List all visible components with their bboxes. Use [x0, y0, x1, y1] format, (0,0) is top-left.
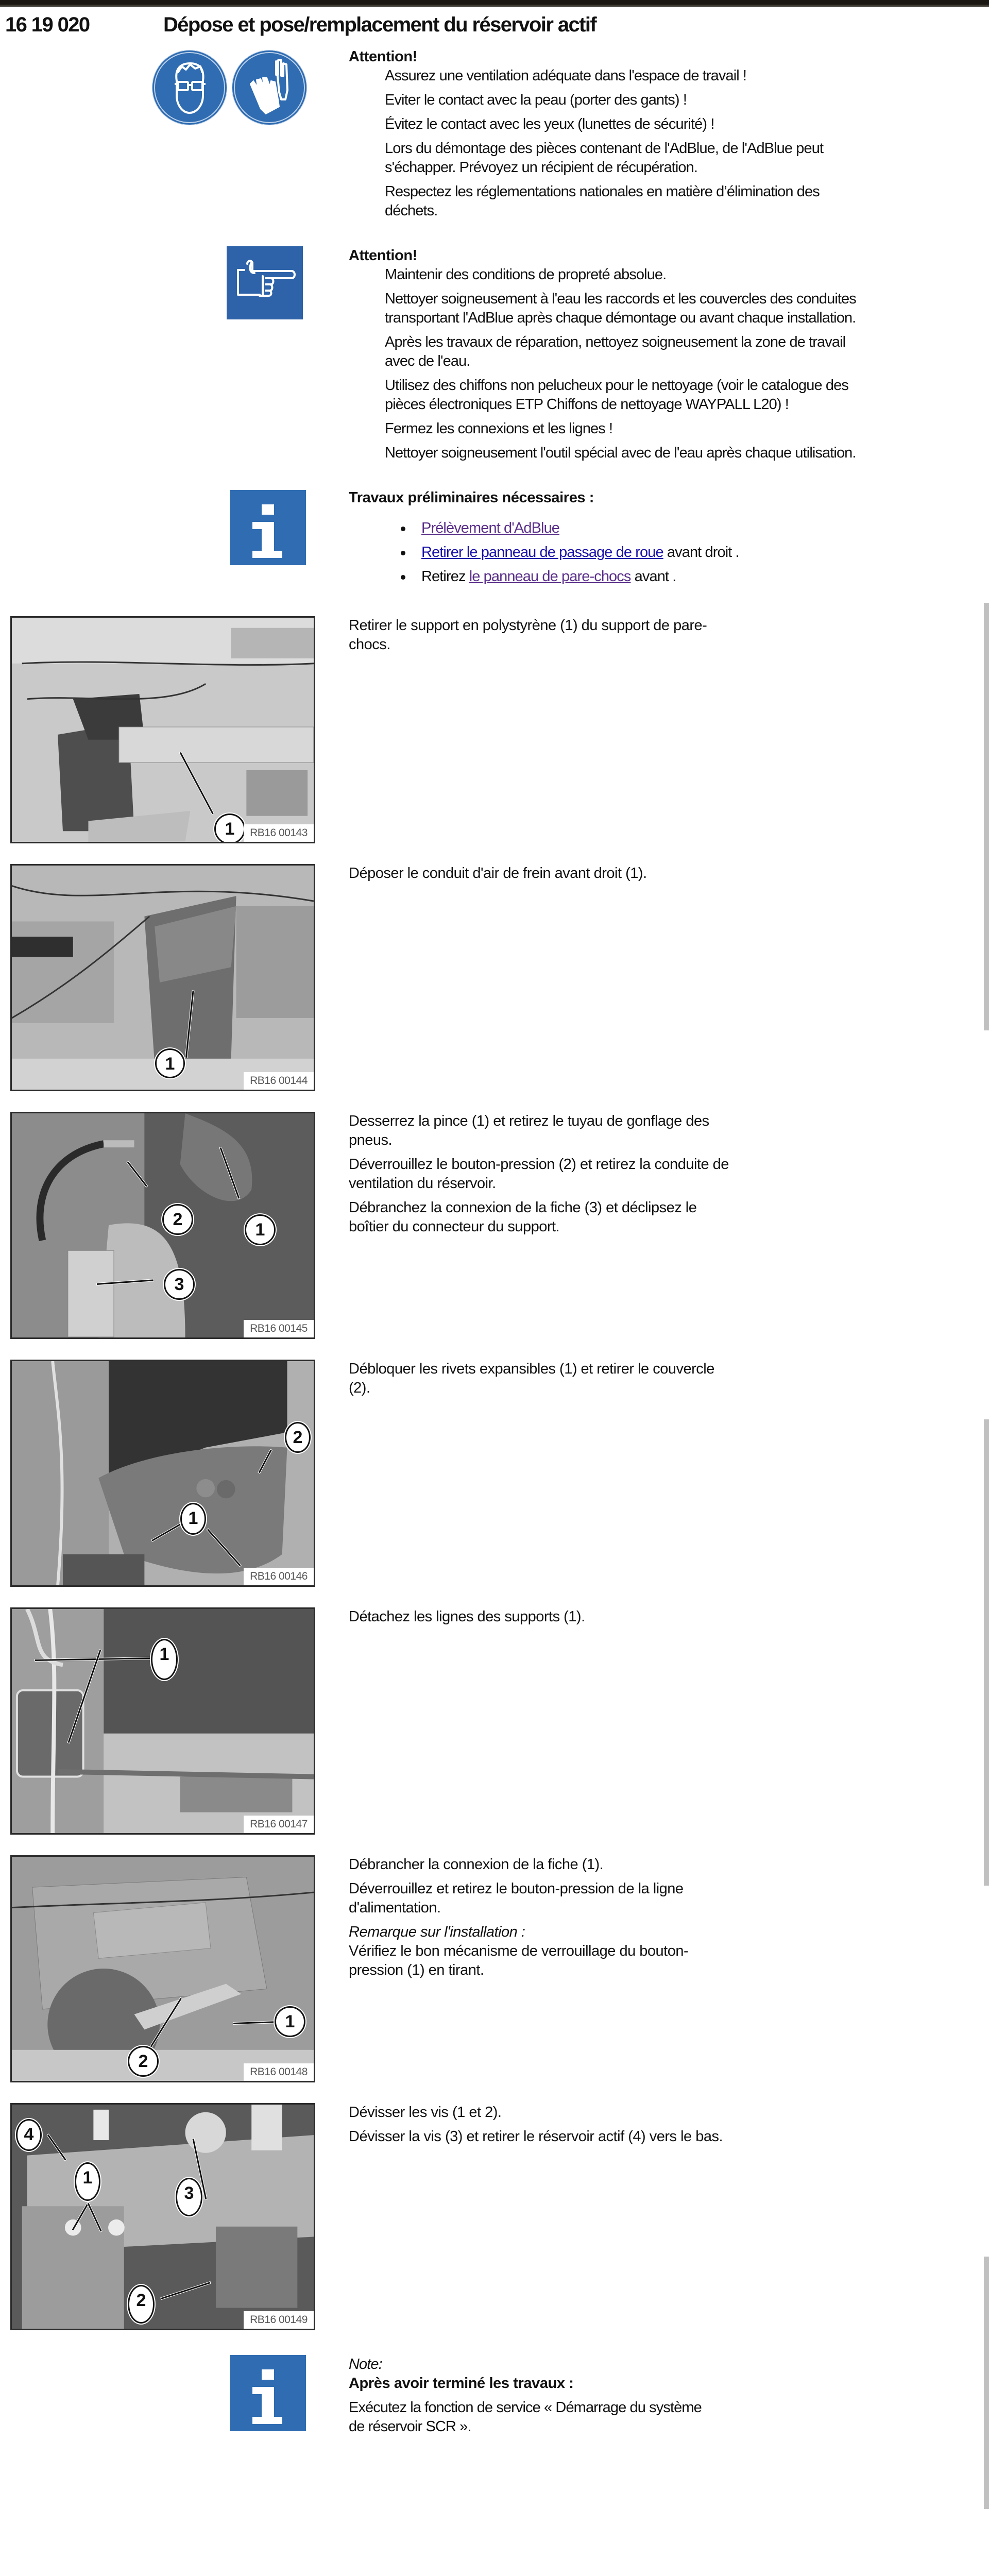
- step-figure-area: [0, 2103, 349, 2330]
- protective-gloves-icon: [232, 50, 307, 125]
- callout-marker: 3: [176, 2178, 202, 2216]
- step-instructions: [349, 1112, 730, 1242]
- warning-item: Respectez les réglementations nationales en matière d’élimination des déchets.: [385, 183, 820, 219]
- step-figure-area: [0, 1112, 349, 1339]
- note-text: Exécutez la fonction de service « Démarrage du système de réservoir SCR ».: [349, 2399, 702, 2435]
- callout-marker: 2: [162, 1204, 193, 1235]
- page-end-spacer: [0, 2442, 989, 2452]
- figure-code: RB16 00145: [244, 1320, 314, 1337]
- warning-item: Assurez une ventilation adéquate dans l'espace de travail !: [385, 67, 747, 84]
- step-figure-area: [0, 1855, 349, 2082]
- step-row: [0, 1360, 989, 1587]
- remark-text: Vérifiez le bon mécanisme de verrouillage du bouton-pression (1) en tirant.: [349, 1943, 689, 1978]
- remark-label: Remarque sur l'installation :: [349, 1924, 525, 1940]
- step-figure: [10, 1855, 315, 2082]
- info-icon: [230, 2355, 306, 2431]
- document-number: 16 19 020: [5, 13, 90, 36]
- step-figure-area: [0, 616, 349, 843]
- step-paragraph: Déverrouillez le bouton-pression (2) et retirez la conduite de ventilation du réservoir.: [349, 1156, 729, 1192]
- warning-cleanliness-section: [0, 246, 989, 468]
- step-figure: [10, 1112, 315, 1339]
- step-row: [0, 616, 989, 843]
- figure-code: RB16 00148: [244, 2063, 314, 2081]
- list-item: [421, 543, 864, 562]
- safety-glasses-icon: [152, 50, 227, 125]
- page-title: Dépose et pose/remplacement du réservoir actif: [163, 13, 596, 36]
- step-paragraph: Retirer le support en polystyrène (1) du support de pare-chocs.: [349, 617, 707, 653]
- callout-marker: 1: [214, 814, 245, 843]
- warning-heading: Attention!: [349, 247, 417, 264]
- step-figure-area: [0, 1607, 349, 1835]
- callout-marker: 1: [275, 2006, 305, 2037]
- callout-marker: 2: [128, 2285, 155, 2324]
- figure-code: RB16 00146: [244, 1568, 314, 1585]
- step-paragraph: Desserrez la pince (1) et retirez le tuyau de gonflage des pneus.: [349, 1113, 709, 1148]
- step-illustration: [12, 618, 314, 842]
- scrollbar-thumb[interactable]: [984, 2257, 989, 2509]
- step-instructions: [349, 864, 730, 888]
- step-paragraph: Déposer le conduit d'air de frein avant droit (1).: [349, 865, 647, 882]
- warning-item: Maintenir des conditions de propreté absolue.: [385, 266, 667, 283]
- step-paragraph: Débranchez la connexion de la fiche (3) et déclipsez le boîtier du connecteur du support.: [349, 1199, 697, 1235]
- step-instructions: [349, 1360, 730, 1403]
- ppe-icon-group: [0, 47, 349, 125]
- link-adblue-extraction[interactable]: Prélèvement d'AdBlue: [421, 520, 560, 536]
- preliminary-icon-area: [0, 488, 349, 565]
- preliminary-heading: Travaux préliminaires nécessaires :: [349, 489, 594, 506]
- warning-ppe: [349, 47, 864, 226]
- callout-marker: 1: [180, 1503, 206, 1535]
- preliminary-section: [0, 488, 989, 591]
- warning-ppe-icons: [0, 47, 349, 125]
- step-figure: [10, 2103, 315, 2330]
- step-paragraph: Débloquer les rivets expansibles (1) et retirer le couvercle (2).: [349, 1361, 714, 1396]
- step-figure-area: [0, 1360, 349, 1587]
- warning-cleanliness: [349, 246, 864, 468]
- callout-marker: 2: [285, 1422, 311, 1453]
- preliminary-work: [349, 488, 864, 591]
- final-note-icon-area: [0, 2355, 349, 2431]
- list-item: [421, 519, 864, 538]
- step-row: [0, 1855, 989, 2082]
- callout-marker: 3: [164, 1269, 195, 1300]
- callout-marker: 1: [75, 2162, 100, 2201]
- warning-heading: Attention!: [349, 48, 417, 65]
- callout-marker: 1: [245, 1214, 276, 1245]
- note-label: Note:: [349, 2356, 382, 2372]
- warning-item: Fermez les connexions et les lignes !: [385, 420, 613, 437]
- warning-item: Nettoyer soigneusement à l'eau les raccords et les couvercles des conduites transportant l'AdBlue après chaque démontage ou avant chaque installation.: [385, 291, 856, 326]
- figure-code: RB16 00143: [244, 824, 314, 842]
- step-illustration: [12, 2105, 314, 2329]
- step-paragraph: Débrancher la connexion de la fiche (1).: [349, 1856, 604, 1873]
- step-paragraph: Dévisser la vis (3) et retirer le réservoir actif (4) vers le bas.: [349, 2128, 723, 2145]
- top-bar: [0, 0, 989, 5]
- step-illustration: [12, 1361, 314, 1585]
- warning-item: Lors du démontage des pièces contenant de l'AdBlue, de l'AdBlue peut s'échapper. Prévoyez un récipient de récupération.: [385, 140, 824, 176]
- callout-marker: 2: [128, 2046, 159, 2077]
- figure-code: RB16 00149: [244, 2311, 314, 2329]
- item-suffix: avant droit .: [663, 544, 739, 561]
- link-bumper-panel[interactable]: le panneau de pare-chocs: [469, 568, 631, 585]
- figure-code: RB16 00147: [244, 1816, 314, 1833]
- step-paragraph: Détachez les lignes des supports (1).: [349, 1608, 585, 1625]
- step-instructions: [349, 1607, 730, 1632]
- step-paragraph: Déverrouillez et retirez le bouton-pression de la ligne d'alimentation.: [349, 1880, 684, 1916]
- step-row: [0, 2103, 989, 2330]
- step-paragraph: Dévisser les vis (1 et 2).: [349, 2104, 502, 2121]
- step-instructions: [349, 616, 730, 659]
- step-instructions: [349, 1855, 730, 1980]
- preliminary-list: [349, 519, 864, 586]
- final-note-section: [0, 2355, 989, 2442]
- pointing-hand-icon: [227, 246, 303, 319]
- warning-item: Après les travaux de réparation, nettoyez soigneusement la zone de travail avec de l'eau.: [385, 334, 846, 369]
- callout-marker: 1: [151, 1639, 178, 1680]
- note-heading: Après avoir terminé les travaux :: [349, 2375, 574, 2392]
- scrollbar-thumb[interactable]: [984, 1419, 989, 1886]
- step-row: [0, 1112, 989, 1339]
- top-bar-divider: [0, 5, 989, 7]
- step-figure: [10, 1607, 315, 1835]
- callout-marker: 4: [16, 2119, 42, 2151]
- warning-items: [349, 265, 864, 463]
- final-note: [349, 2355, 740, 2442]
- step-illustration: [12, 1857, 314, 2081]
- scrollbar-thumb[interactable]: [984, 603, 989, 1030]
- item-prefix: Retirez: [421, 568, 469, 585]
- step-instructions: [349, 2103, 730, 2151]
- item-suffix: avant .: [630, 568, 676, 585]
- step-row: [0, 864, 989, 1091]
- warning-ppe-section: [0, 47, 989, 226]
- step-figure-area: [0, 864, 349, 1091]
- warning-cleanliness-icon-area: [0, 246, 349, 319]
- link-wheel-arch-panel[interactable]: Retirer le panneau de passage de roue: [421, 544, 663, 561]
- list-item: [421, 567, 864, 586]
- step-row: [0, 1607, 989, 1835]
- document-header: [0, 11, 989, 38]
- figure-code: RB16 00144: [244, 1072, 314, 1090]
- warning-item: Utilisez des chiffons non pelucheux pour le nettoyage (voir le catalogue des pièces électroniques ETP Chiffons de nettoyage WAYPALL L20) !: [385, 377, 848, 413]
- warning-items: [349, 66, 864, 221]
- installation-remark: [349, 1923, 730, 1980]
- step-figure: [10, 1360, 315, 1587]
- info-icon: [230, 490, 306, 565]
- step-figure: [10, 864, 315, 1091]
- warning-item: Eviter le contact avec la peau (porter des gants) !: [385, 92, 687, 108]
- warning-item: Évitez le contact avec les yeux (lunettes de sécurité) !: [385, 116, 714, 132]
- warning-item: Nettoyer soigneusement l'outil spécial avec de l'eau après chaque utilisation.: [385, 445, 856, 461]
- callout-marker: 1: [155, 1048, 185, 1078]
- step-figure: [10, 616, 315, 843]
